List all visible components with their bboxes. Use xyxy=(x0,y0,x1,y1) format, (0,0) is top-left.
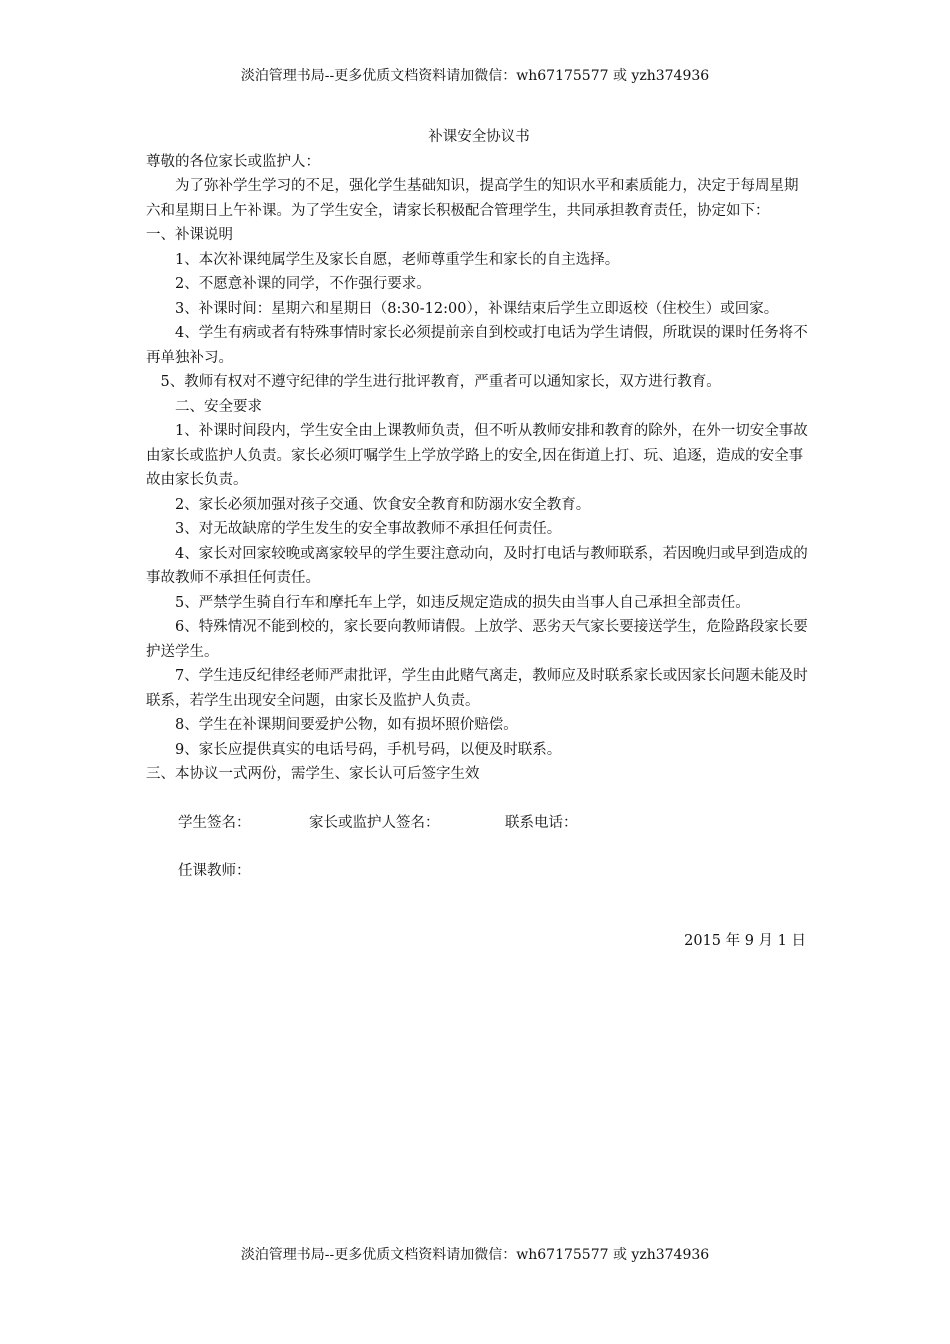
section-3-heading: 三、本协议一式两份，需学生、家长认可后签字生效 xyxy=(146,766,480,782)
signature-row xyxy=(146,811,812,835)
section-2-item: 8、学生在补课期间要爱护公物，如有损坏照价赔偿。 xyxy=(175,717,518,733)
section-2-item: 1、补课时间段内，学生安全由上课教师负责，但不听从教师安排和教育的除外，在外一切安全事故由家长或监护人负责。家长必须叮嘱学生上学放学路上的安全,因在街道上打、玩、追逐，造成的安全事故由家长负责。 xyxy=(146,423,808,488)
section-1-item: 2、不愿意补课的同学，不作强行要求。 xyxy=(175,276,431,292)
salutation: 尊敬的各位家长或监护人： xyxy=(146,153,320,170)
section-1-item: 3、补课时间：星期六和星期日（8:30-12:00），补课结束后学生立即返校（住校生）或回家。 xyxy=(175,300,779,317)
section-1-item: 4、学生有病或者有特殊事情时家长必须提前亲自到校或打电话为学生请假，所耽误的课时任务将不再单独补习。 xyxy=(146,325,808,366)
parent-signature-label: 家长或监护人签名： xyxy=(309,814,440,831)
section-2-item: 4、家长对回家较晚或离家较早的学生要注意动向，及时打电话与教师联系，若因晚归或早到造成的事故教师不承担任何责任。 xyxy=(146,545,808,586)
section-2-item: 7、学生违反纪律经老师严肃批评，学生由此赌气离走，教师应及时联系家长或因家长问题未能及时联系，若学生出现安全问题，由家长及监护人负责。 xyxy=(146,668,808,709)
document-date: 2015 年 9 月 1 日 xyxy=(684,933,806,949)
document-title: 补课安全协议书 xyxy=(428,129,530,145)
teacher-signature-label: 任课教师： xyxy=(178,862,251,879)
section-2-item: 5、严禁学生骑自行车和摩托车上学，如违反规定造成的损失由当事人自己承担全部责任。 xyxy=(175,594,750,611)
phone-label: 联系电话： xyxy=(505,814,578,831)
section-2-item: 9、家长应提供真实的电话号码，手机号码，以便及时联系。 xyxy=(175,741,562,758)
page-header: 淡泊管理书局--更多优质文档资料请加微信：wh67175577 或 yzh374936 xyxy=(240,68,710,84)
section-2-item: 6、特殊情况不能到校的，家长要向教师请假。上放学、恶劣天气家长要接送学生，危险路段家长要护送学生。 xyxy=(146,619,808,660)
agreement-document xyxy=(146,125,812,954)
section-1-item: 5、教师有权对不遵守纪律的学生进行批评教育，严重者可以通知家长，双方进行教育。 xyxy=(160,374,721,390)
intro-paragraph: 为了弥补学生学习的不足，强化学生基础知识，提高学生的知识水平和素质能力，决定于每周星期六和星期日上午补课。为了学生安全，请家长积极配合管理学生，共同承担教育责任，协定如下： xyxy=(146,178,799,219)
section-1-item: 1、本次补课纯属学生及家长自愿，老师尊重学生和家长的自主选择。 xyxy=(175,251,620,268)
student-signature-label: 学生签名： xyxy=(178,814,251,831)
page-footer: 淡泊管理书局--更多优质文档资料请加微信：wh67175577 或 yzh374936 xyxy=(240,1247,710,1263)
section-1-heading: 一、补课说明 xyxy=(146,227,233,243)
section-2-item: 3、对无故缺席的学生发生的安全事故教师不承担任何责任。 xyxy=(175,521,562,537)
section-2-heading: 二、安全要求 xyxy=(175,398,262,415)
section-2-item: 2、家长必须加强对孩子交通、饮食安全教育和防溺水安全教育。 xyxy=(175,496,591,513)
